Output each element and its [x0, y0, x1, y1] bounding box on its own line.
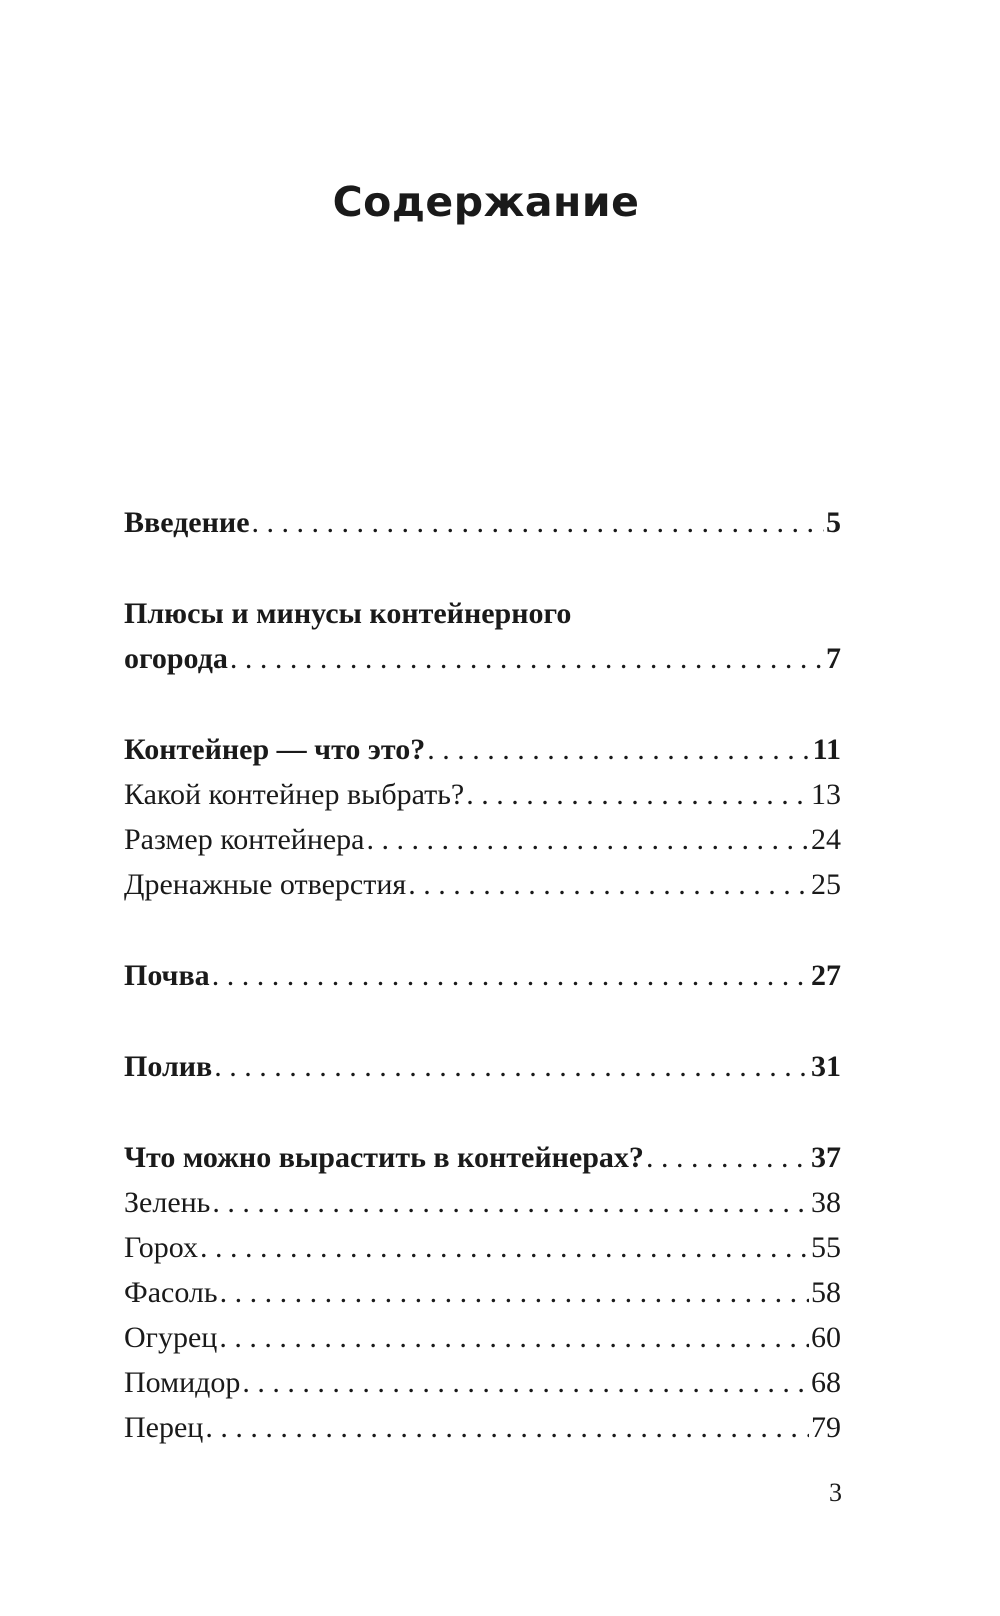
toc-entry-page: 79 — [811, 1411, 841, 1444]
toc-leader-dots — [212, 1180, 809, 1225]
toc-entry-page: 68 — [811, 1366, 841, 1399]
toc-entry-label: Горох — [124, 1231, 198, 1264]
toc-entry-page: 25 — [811, 868, 841, 901]
toc-entry-page: 38 — [811, 1186, 841, 1219]
toc-entry-label: Плюсы и минусы контейнерного — [124, 597, 572, 630]
toc-entry-peas[interactable] — [124, 1225, 841, 1270]
toc-entry-soil[interactable] — [124, 953, 841, 998]
page-number: 3 — [829, 1478, 842, 1507]
toc-entry-page: 13 — [811, 778, 841, 811]
toc-entry-label: Дренажные отверстия — [124, 868, 407, 901]
toc-entry-what-to-grow[interactable] — [124, 1135, 841, 1180]
toc-entry-label: огорода — [124, 642, 228, 675]
toc-leader-dots — [200, 1225, 809, 1270]
toc-entry-which-container[interactable] — [124, 772, 841, 817]
page-title: Содержание — [332, 178, 640, 226]
toc-entry-label: Введение — [124, 506, 250, 539]
toc-entry-page: 11 — [812, 733, 841, 766]
toc-entry-label: Что можно вырастить в контейнерах? — [124, 1141, 644, 1174]
toc-leader-dots — [367, 817, 810, 862]
toc-entry-container-size[interactable] — [124, 817, 841, 862]
toc-entry-pepper[interactable] — [124, 1405, 841, 1450]
toc-entry-beans[interactable] — [124, 1270, 841, 1315]
toc-entry-pros-cons[interactable] — [124, 636, 841, 681]
toc-entry-introduction[interactable] — [124, 500, 841, 545]
toc-entry-label: Перец — [124, 1411, 204, 1444]
toc-leader-dots — [466, 772, 809, 817]
toc-leader-dots — [205, 1405, 809, 1450]
toc-entry-watering[interactable] — [124, 1044, 841, 1089]
toc-entry-drainage-holes[interactable] — [124, 862, 841, 907]
toc-leader-dots — [230, 636, 824, 681]
toc-entry-page: 7 — [826, 642, 841, 675]
toc-leader-dots — [212, 953, 809, 998]
toc-entry-page: 27 — [811, 959, 841, 992]
toc-entry-page: 31 — [811, 1050, 841, 1083]
toc-entry-label: Фасоль — [124, 1276, 218, 1309]
toc-entry-greens[interactable] — [124, 1180, 841, 1225]
table-of-contents — [124, 500, 841, 1450]
toc-leader-dots — [427, 727, 810, 772]
toc-entry-label: Полив — [124, 1050, 213, 1083]
toc-entry-page: 58 — [811, 1276, 841, 1309]
toc-leader-dots — [646, 1135, 809, 1180]
toc-entry-label: Контейнер — что это? — [124, 733, 426, 766]
toc-leader-dots — [408, 862, 809, 907]
toc-entry-label: Почва — [124, 959, 210, 992]
toc-entry-page: 37 — [811, 1141, 841, 1174]
toc-entry-container[interactable] — [124, 727, 841, 772]
toc-entry-label: Зелень — [124, 1186, 211, 1219]
toc-leader-dots — [214, 1044, 809, 1089]
toc-entry-page: 5 — [826, 506, 841, 539]
toc-entry-label: Какой контейнер выбрать? — [124, 778, 465, 811]
toc-entry-page: 24 — [811, 823, 841, 856]
toc-leader-dots — [219, 1315, 809, 1360]
toc-entry-page: 55 — [811, 1231, 841, 1264]
toc-entry-pros-cons-line1[interactable] — [124, 591, 841, 636]
toc-entry-label: Огурец — [124, 1321, 218, 1354]
toc-entry-tomato[interactable] — [124, 1360, 841, 1405]
toc-entry-cucumber[interactable] — [124, 1315, 841, 1360]
toc-leader-dots — [252, 500, 824, 545]
toc-leader-dots — [220, 1270, 809, 1315]
toc-leader-dots — [242, 1360, 809, 1405]
toc-entry-label: Помидор — [124, 1366, 241, 1399]
toc-entry-label: Размер контейнера — [124, 823, 365, 856]
toc-entry-page: 60 — [811, 1321, 841, 1354]
